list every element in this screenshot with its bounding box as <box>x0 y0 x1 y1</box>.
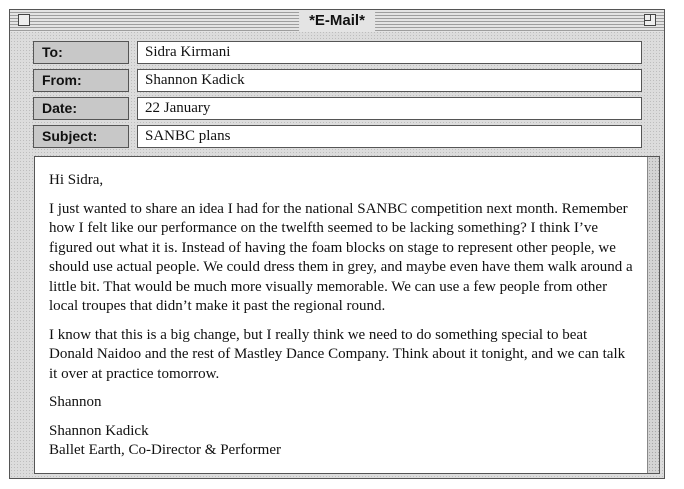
title-bar[interactable] <box>10 10 664 32</box>
to-field[interactable]: Sidra Kirmani <box>137 41 642 64</box>
to-label: To: <box>33 41 129 64</box>
email-window <box>9 9 665 479</box>
close-box-icon[interactable] <box>18 14 30 26</box>
signature-name: Shannon Kadick <box>49 422 149 439</box>
message-text <box>35 157 647 473</box>
message-greeting: Hi Sidra, <box>49 172 104 188</box>
signature-title: Ballet Earth, Co-Director & Performer <box>49 442 282 458</box>
window-title: *E-Mail* <box>299 11 375 31</box>
subject-field[interactable]: SANBC plans <box>137 125 642 148</box>
message-body[interactable] <box>34 156 660 474</box>
from-field[interactable]: Shannon Kadick <box>137 69 642 92</box>
message-paragraph-1: I just wanted to share an idea I had for the national SANBC competition next month. Remember how I felt like our performance on the twelfth seemed to be lacking something? I think I’ve figured out what it is. Instead of having the foam blocks on stage to represent other people, we should use actual people. We could dress them in grey, and maybe even have them walk around a little bit. That would be much more visually memorable. We can use a few people from other local troupes that didn’t make it past the regional round. <box>49 200 633 314</box>
subject-label: Subject: <box>33 125 129 148</box>
vertical-scrollbar[interactable] <box>647 157 659 473</box>
date-label: Date: <box>33 97 129 120</box>
message-signoff: Shannon <box>49 394 102 410</box>
zoom-box-icon[interactable] <box>644 14 656 26</box>
from-label: From: <box>33 69 129 92</box>
date-field[interactable]: 22 January <box>137 97 642 120</box>
message-paragraph-2: I know that this is a big change, but I really think we need to do something special to beat Donald Naidoo and the rest of Mastley Dance Company. Think about it tonight, and we can talk it over at practice tomorrow. <box>49 326 626 382</box>
